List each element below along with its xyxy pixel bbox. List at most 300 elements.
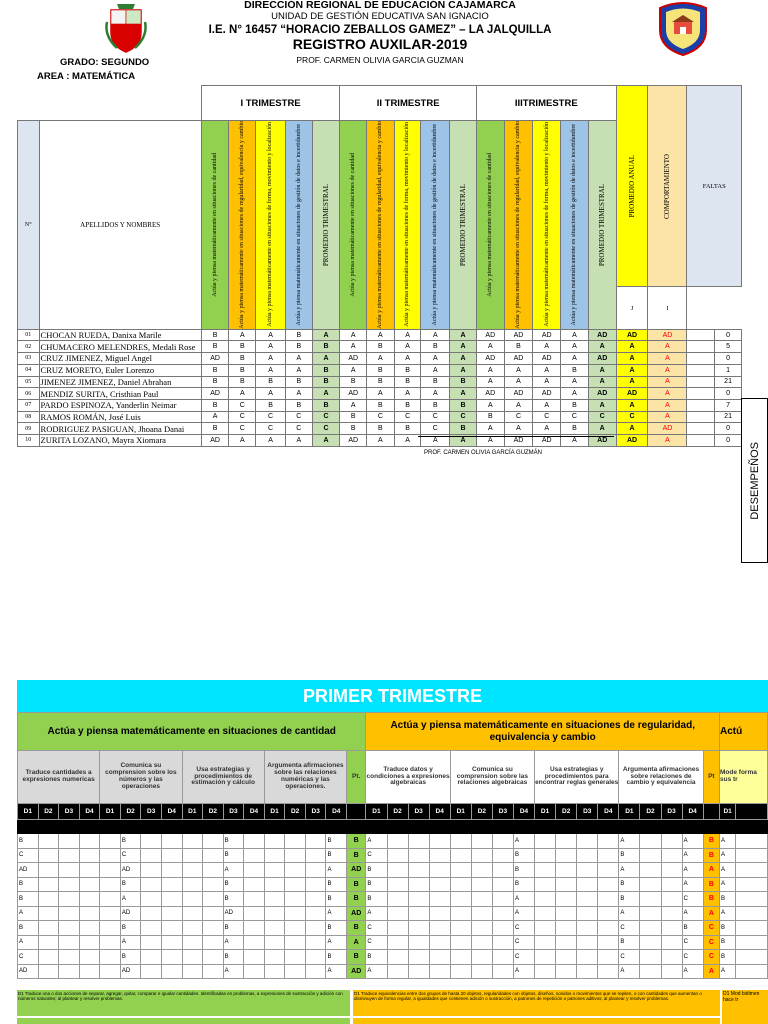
behavior-grade: AD <box>648 423 687 435</box>
absences-unjustified: 7 <box>715 399 742 411</box>
competency-header: Actúa y piensa matemáticamente en situaciones de gestión de datos e incertidumbre <box>421 121 450 330</box>
sheet-empty <box>264 921 285 936</box>
sheet-grade: B <box>326 848 347 863</box>
grade-cell: A <box>476 399 504 411</box>
sheet-empty <box>264 906 285 921</box>
trimester-3-header: IIITRIMESTRE <box>476 86 616 121</box>
student-name: JIMENEZ JIMENEZ, Daniel Abrahan <box>39 376 201 388</box>
sheet-empty <box>577 935 598 950</box>
sheet-pt: A <box>703 964 719 979</box>
grade-cell: A <box>533 341 561 353</box>
grade-cell: C <box>256 411 286 423</box>
sheet-empty <box>556 892 577 907</box>
sheet-empty <box>408 877 429 892</box>
sheet-empty <box>577 964 598 979</box>
sheet-empty <box>492 848 513 863</box>
sheet-empty <box>535 863 556 878</box>
grade-cell: A <box>367 434 395 446</box>
sheet-empty <box>161 892 182 907</box>
sheet-grade: A <box>720 863 736 878</box>
grade-cell: AD <box>504 388 533 400</box>
sheet-row <box>18 935 768 950</box>
sheet-empty <box>161 834 182 849</box>
trimester-average: A <box>450 388 477 400</box>
sheet-grade: A <box>18 935 39 950</box>
grade-cell: AD <box>533 434 561 446</box>
grade-cell: B <box>201 329 229 341</box>
sheet-empty <box>285 921 306 936</box>
sheet-empty <box>450 848 471 863</box>
trimester-average: AD <box>588 434 616 446</box>
sheet-grade: A <box>120 935 141 950</box>
sheet-grade: A <box>513 834 534 849</box>
register-table <box>17 85 742 447</box>
sheet-grade: B <box>223 834 244 849</box>
sheet-grade: C <box>682 950 703 965</box>
sheet-empty <box>387 921 408 936</box>
descriptor-label: D4 <box>79 804 100 820</box>
sheet-empty <box>264 892 285 907</box>
sheet-grade: A <box>619 863 640 878</box>
sheet-empty <box>535 834 556 849</box>
trimester-average: AD <box>588 353 616 365</box>
grade-cell: AD <box>201 434 229 446</box>
sheet-empty <box>450 877 471 892</box>
sheet-empty <box>408 935 429 950</box>
sheet-empty <box>387 935 408 950</box>
sheet-empty <box>577 921 598 936</box>
sheet-empty <box>661 921 682 936</box>
grade-cell: A <box>340 329 367 341</box>
grade-cell: A <box>201 411 229 423</box>
grade-cell: B <box>394 399 421 411</box>
sheet-empty <box>471 935 492 950</box>
sheet-empty <box>408 964 429 979</box>
student-number: 06 <box>18 388 40 400</box>
trimester-average: B <box>312 364 340 376</box>
trimester-average: A <box>588 364 616 376</box>
absences-justified <box>687 411 715 423</box>
absences-justified <box>687 399 715 411</box>
trimester-average: A <box>312 434 340 446</box>
sheet-empty <box>598 892 619 907</box>
sheet-empty <box>640 906 661 921</box>
sheet-empty <box>203 921 224 936</box>
grade-cell: B <box>229 376 256 388</box>
grade-cell: A <box>394 329 421 341</box>
sheet-grade: B <box>682 921 703 936</box>
trimester-average: B <box>450 423 477 435</box>
grade-cell: AD <box>504 434 533 446</box>
grade-cell: A <box>533 364 561 376</box>
grade-cell: C <box>256 423 286 435</box>
sheet-empty <box>285 877 306 892</box>
sheet-empty <box>244 935 265 950</box>
sheet-empty <box>598 921 619 936</box>
sheet-row <box>18 892 768 907</box>
absences-unjustified: 0 <box>715 353 742 365</box>
grade-cell: A <box>367 353 395 365</box>
trimester-average: A <box>312 329 340 341</box>
behavior-grade: A <box>648 399 687 411</box>
student-number: 09 <box>18 423 40 435</box>
sheet-grade: A <box>682 834 703 849</box>
sheet-row <box>18 877 768 892</box>
grade-cell: A <box>285 388 312 400</box>
grade-cell: B <box>367 341 395 353</box>
grade-cell: A <box>340 364 367 376</box>
sheet-pt: B <box>703 877 719 892</box>
sheet-empty <box>640 921 661 936</box>
sheet-grade: B <box>720 950 736 965</box>
sheet-empty <box>305 935 326 950</box>
sheet-empty <box>100 950 121 965</box>
student-number: 07 <box>18 399 40 411</box>
criterion-header: Traduce cantidades a expresiones numericas <box>18 751 100 804</box>
sheet-empty <box>598 935 619 950</box>
sheet-pt: B <box>703 848 719 863</box>
trimester-average: B <box>312 399 340 411</box>
sheet-empty <box>59 921 80 936</box>
sheet-empty <box>100 892 121 907</box>
sheet-empty <box>305 950 326 965</box>
grade-cell: A <box>476 434 504 446</box>
sheet-grade: A <box>720 906 736 921</box>
sheet-empty <box>535 921 556 936</box>
grade-cell: A <box>533 399 561 411</box>
sheet-empty <box>38 863 59 878</box>
absences-unjustified: 21 <box>715 376 742 388</box>
sheet-empty <box>408 921 429 936</box>
comp3-header: Actú <box>720 713 768 751</box>
grade-cell: B <box>256 376 286 388</box>
sheet-empty <box>59 848 80 863</box>
sheet-grade: AD <box>18 964 39 979</box>
sheet-grade: A <box>720 877 736 892</box>
grade-cell: B <box>340 411 367 423</box>
behavior-grade: A <box>648 353 687 365</box>
sheet-empty <box>100 906 121 921</box>
sheet-empty <box>661 906 682 921</box>
sheet-row <box>18 848 768 863</box>
descriptor-label: D1 <box>100 804 121 820</box>
sheet-empty <box>264 863 285 878</box>
sheet-empty <box>203 863 224 878</box>
descriptor-label: D2 <box>285 804 306 820</box>
sheet-pt: AD <box>347 906 366 921</box>
sheet-grade: B <box>120 950 141 965</box>
sheet-empty <box>161 950 182 965</box>
sheet-empty <box>182 892 203 907</box>
sheet-grade: B <box>326 877 347 892</box>
sheet-empty <box>450 834 471 849</box>
sheet-empty <box>492 964 513 979</box>
student-name: CRUZ MORETO, Euler Lorenzo <box>39 364 201 376</box>
sheet-empty <box>100 877 121 892</box>
sheet-empty <box>450 950 471 965</box>
sheet-empty <box>736 935 768 950</box>
student-row <box>18 364 742 376</box>
grade-cell: A <box>394 388 421 400</box>
student-row <box>18 423 742 435</box>
sheet-empty <box>577 863 598 878</box>
grade-cell: AD <box>533 353 561 365</box>
sheet-empty <box>429 892 450 907</box>
grade-cell: A <box>285 364 312 376</box>
sheet-grade: B <box>366 877 387 892</box>
sheet-empty <box>79 892 100 907</box>
desempenos-label: DESEMPEÑOS <box>748 441 761 520</box>
grade-cell: B <box>201 364 229 376</box>
grade-cell: A <box>394 434 421 446</box>
sheet-empty <box>141 877 162 892</box>
competency-header: Actúa y piensa matemáticamente en situaciones de cantidad <box>340 121 367 330</box>
student-row <box>18 399 742 411</box>
sheet-empty <box>661 935 682 950</box>
sheet-empty <box>182 834 203 849</box>
grade-cell: AD <box>476 353 504 365</box>
sheet-grade: B <box>513 863 534 878</box>
trimester-average: A <box>450 329 477 341</box>
sheet-empty <box>161 877 182 892</box>
descriptor-label: D4 <box>244 804 265 820</box>
grade-cell: B <box>421 341 450 353</box>
grade-cell: A <box>421 388 450 400</box>
sheet-row <box>18 921 768 936</box>
sheet-empty <box>387 877 408 892</box>
student-row <box>18 376 742 388</box>
sheet-empty <box>264 950 285 965</box>
sheet-empty <box>640 848 661 863</box>
trimester-average: A <box>588 341 616 353</box>
sheet-empty <box>661 964 682 979</box>
sheet-empty <box>285 863 306 878</box>
sheet-empty <box>244 950 265 965</box>
sheet-empty <box>471 863 492 878</box>
annual-average: A <box>616 364 648 376</box>
grade-cell: A <box>533 376 561 388</box>
sheet-grade: A <box>326 964 347 979</box>
sheet-empty <box>450 935 471 950</box>
sheet-empty <box>285 892 306 907</box>
sheet-empty <box>640 892 661 907</box>
descriptor-label: D3 <box>408 804 429 820</box>
criterion-header: Usa estrategias y procedimientos de estimación y cálculo <box>182 751 264 804</box>
absences-justified <box>687 388 715 400</box>
grade-cell: A <box>533 423 561 435</box>
sheet-empty <box>471 906 492 921</box>
grade-cell: B <box>229 341 256 353</box>
sheet-empty <box>100 863 121 878</box>
sheet-empty <box>535 964 556 979</box>
sheet-empty <box>471 921 492 936</box>
sheet-empty <box>59 877 80 892</box>
descriptor-label: D1 <box>720 804 736 820</box>
sheet-grade: A <box>619 906 640 921</box>
sheet-pt: A <box>347 935 366 950</box>
criterion-header: Usa estrategias y procedimientos para encontrar reglas generales <box>535 751 619 804</box>
grade-cell: C <box>421 423 450 435</box>
grade-cell: B <box>561 423 589 435</box>
sheet-empty <box>387 906 408 921</box>
sheet-empty <box>100 834 121 849</box>
descriptor-label: D3 <box>59 804 80 820</box>
grade-cell: A <box>561 341 589 353</box>
sheet-empty <box>577 848 598 863</box>
sheet-empty <box>203 950 224 965</box>
behavior-grade: A <box>648 376 687 388</box>
sheet-empty <box>161 863 182 878</box>
sheet-empty <box>100 935 121 950</box>
sheet-empty <box>556 935 577 950</box>
sheet-grade: B <box>120 877 141 892</box>
sheet-empty <box>182 950 203 965</box>
pt-spacer <box>347 804 366 820</box>
student-row <box>18 353 742 365</box>
sheet-empty <box>429 906 450 921</box>
sheet-empty <box>429 921 450 936</box>
grade-cell: B <box>394 376 421 388</box>
sheet-empty <box>182 935 203 950</box>
sheet-empty <box>736 964 768 979</box>
grade-cell: AD <box>476 388 504 400</box>
grade-cell: AD <box>504 353 533 365</box>
grade-cell: B <box>340 376 367 388</box>
grade-cell: A <box>285 434 312 446</box>
signature-line <box>418 436 614 437</box>
trimester-2-header: II TRIMESTRE <box>340 86 477 121</box>
sheet-empty <box>285 834 306 849</box>
sheet-empty <box>59 863 80 878</box>
sheet-empty <box>577 892 598 907</box>
sheet-grade: AD <box>120 964 141 979</box>
sheet-empty <box>471 834 492 849</box>
descriptor-label: D2 <box>556 804 577 820</box>
sheet-empty <box>79 877 100 892</box>
sheet-empty <box>203 877 224 892</box>
absences-justified <box>687 423 715 435</box>
sheet-grade: B <box>619 935 640 950</box>
register-title: REGISTRO AUXILAR-2019 <box>292 36 468 52</box>
sheet-empty <box>203 964 224 979</box>
sheet-empty <box>38 848 59 863</box>
sheet-empty <box>492 863 513 878</box>
sheet-empty <box>38 834 59 849</box>
sheet-empty <box>59 964 80 979</box>
grade-cell: A <box>229 388 256 400</box>
grade-cell: C <box>285 423 312 435</box>
sheet-empty <box>556 950 577 965</box>
sheet-pt: C <box>703 921 719 936</box>
teacher-name: PROF. CARMEN OLIVIA GARCIA GUZMAN <box>296 55 464 65</box>
sheet-empty <box>387 848 408 863</box>
sheet-empty <box>736 848 768 863</box>
sheet-empty <box>244 921 265 936</box>
absences-unjustified: 21 <box>715 411 742 423</box>
sheet-empty <box>736 921 768 936</box>
competency-header: Actúa y piensa matemáticamente en situaciones de regularidad, equivalencia y cambio <box>367 121 395 330</box>
grade-cell: AD <box>476 329 504 341</box>
grade-cell: A <box>256 388 286 400</box>
sheet-grade: A <box>326 863 347 878</box>
sheet-grade: A <box>720 834 736 849</box>
student-number: 10 <box>18 434 40 446</box>
sheet-row <box>18 950 768 965</box>
grade-cell: B <box>201 341 229 353</box>
sheet-grade: A <box>366 834 387 849</box>
sheet-empty <box>305 964 326 979</box>
sheet-empty <box>535 935 556 950</box>
behavior-grade: AD <box>648 329 687 341</box>
behavior-grade: A <box>648 364 687 376</box>
promedio-trimestral-header: PROMEDIO TRIMESTRAL <box>588 121 616 330</box>
grade-cell: C <box>421 411 450 423</box>
grade-cell: A <box>476 376 504 388</box>
sheet-empty <box>141 834 162 849</box>
sheet-empty <box>492 892 513 907</box>
sheet-empty <box>79 964 100 979</box>
student-number: 02 <box>18 341 40 353</box>
absences-unjustified: 0 <box>715 423 742 435</box>
grado-label: GRADO: SEGUNDO <box>60 57 150 68</box>
sheet-empty <box>244 892 265 907</box>
grade-cell: C <box>367 411 395 423</box>
sheet-pt: B <box>347 877 366 892</box>
sheet-grade: AD <box>120 863 141 878</box>
sheet-empty <box>577 834 598 849</box>
trimester-average: AD <box>588 329 616 341</box>
grade-cell: B <box>285 329 312 341</box>
sheet-empty <box>736 877 768 892</box>
sheet-empty <box>429 935 450 950</box>
sheet-empty <box>535 877 556 892</box>
criterion-header: Comunica su comprension sobre los números y las operaciones <box>100 751 182 804</box>
sheet-empty <box>182 848 203 863</box>
grade-cell: B <box>285 341 312 353</box>
sheet-empty <box>429 950 450 965</box>
sheet-empty <box>285 848 306 863</box>
sheet-grade: A <box>513 964 534 979</box>
sheet-empty <box>408 892 429 907</box>
sheet-pt: AD <box>347 863 366 878</box>
criterion-header: Argumenta afirmaciones sobre las relaciones numéricas y las operaciones. <box>264 751 346 804</box>
sheet-grade: A <box>682 863 703 878</box>
sheet-empty <box>535 950 556 965</box>
sheet-grade: B <box>120 921 141 936</box>
grade-cell: B <box>285 376 312 388</box>
grade-cell: A <box>256 364 286 376</box>
absences-unjustified: 0 <box>715 388 742 400</box>
sheet-grade: A <box>223 863 244 878</box>
sheet-empty <box>661 877 682 892</box>
trimester-average: C <box>312 411 340 423</box>
trimester-average: A <box>588 376 616 388</box>
sheet-grade: C <box>366 935 387 950</box>
sheet-empty <box>244 834 265 849</box>
sheet-grade: B <box>18 892 39 907</box>
sheet-empty <box>38 950 59 965</box>
grade-cell: A <box>229 329 256 341</box>
descriptor-label: D4 <box>326 804 347 820</box>
grade-cell: B <box>229 353 256 365</box>
sheet-empty <box>661 950 682 965</box>
grade-cell: B <box>367 399 395 411</box>
sheet-empty <box>736 834 768 849</box>
sheet-empty <box>264 877 285 892</box>
sheet-empty <box>577 950 598 965</box>
sheet-grade: C <box>619 921 640 936</box>
faltas-j: J <box>616 287 648 330</box>
